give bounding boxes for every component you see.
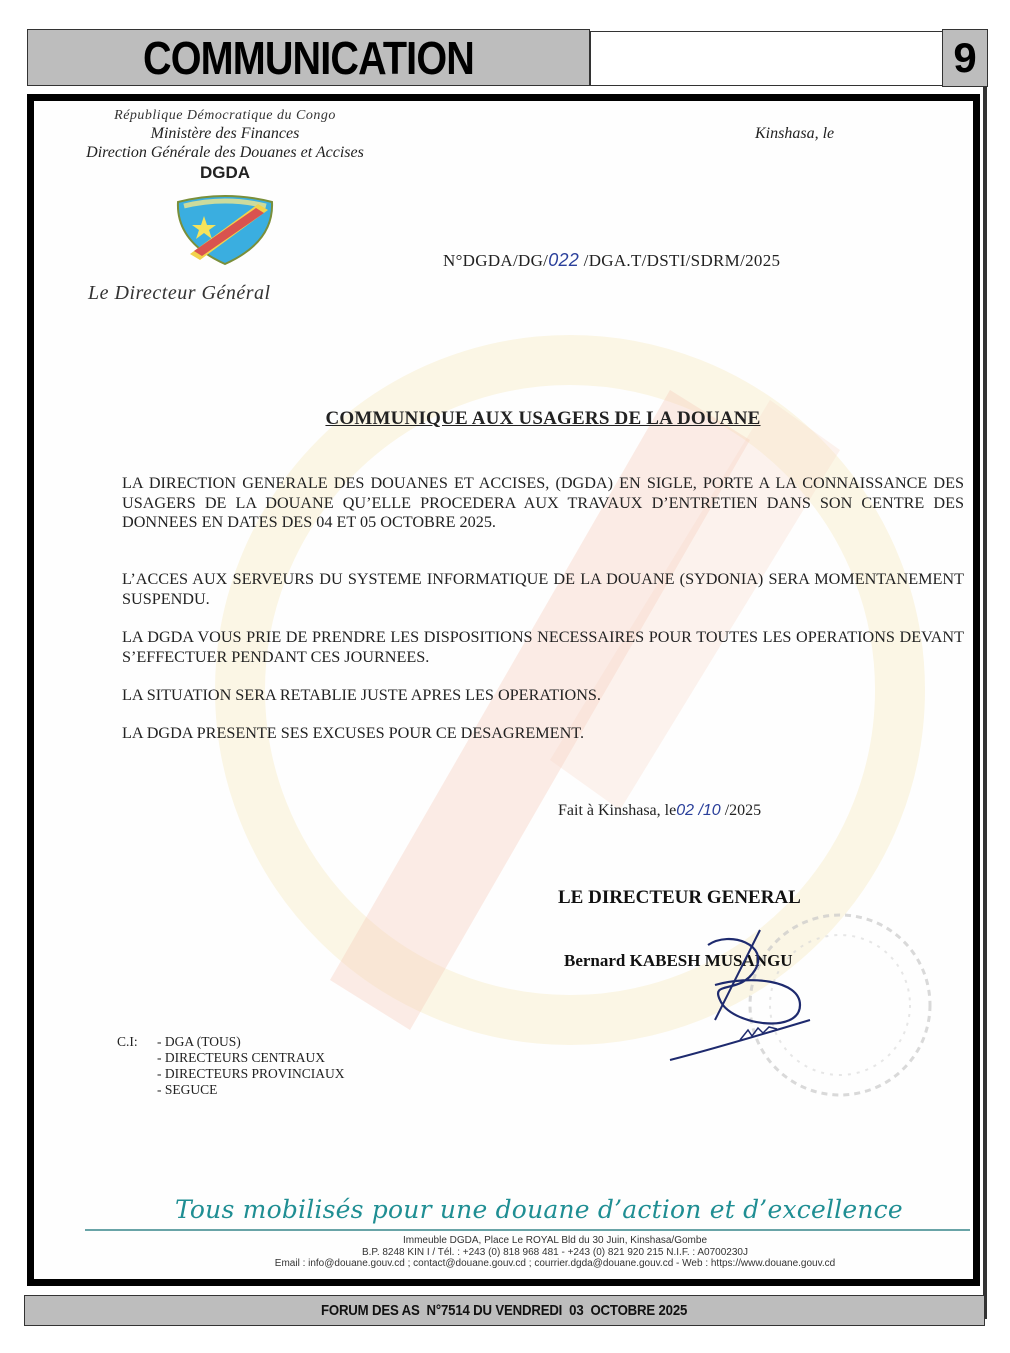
handwritten-day: 02 xyxy=(676,802,694,819)
signatory-name: Bernard KABESH MUSANGU xyxy=(564,951,793,970)
copy-list-item: - DGA (TOUS) xyxy=(157,1034,241,1049)
communique-paragraph: LA DIRECTION GENERALE DES DOUANES ET ACCISES, (DGDA) EN SIGLE, PORTE A LA CONNAISSANCE DES USAGERS DE LA DOUANE QU’ELLE PROCEDERA AUX TRAVAUX D’ENTRETIEN DANS SON CENTRE DES DONNEES EN DATES DES 04 ET 05 OCTOBRE 2025. xyxy=(122,474,964,531)
copy-list xyxy=(117,1034,345,1098)
agency-acronym: DGDA xyxy=(199,163,251,182)
page-number: 9 xyxy=(942,29,988,87)
reference-handwritten-number: 022 xyxy=(548,250,580,270)
communique-title: COMMUNIQUE AUX USAGERS DE LA DOUANE xyxy=(325,408,761,429)
director-general-office: Le Directeur Général xyxy=(88,282,271,304)
address-line: B.P. 8248 KIN I / Tél. : +243 (0) 818 968 481 - +243 (0) 821 920 215 N.I.F. : A0700230J xyxy=(361,1246,748,1258)
signatory-title: LE DIRECTEUR GENERAL xyxy=(558,887,801,908)
page-edge-shadow xyxy=(983,87,987,1319)
address-line: Immeuble DGDA, Place Le ROYAL Bld du 30 Juin, Kinshasa/Gombe xyxy=(402,1235,708,1246)
publication-footer-text: FORUM DES AS N°7514 DU VENDREDI 03 OCTOBRE 2025 xyxy=(321,1302,688,1319)
dgda-emblem-icon xyxy=(170,194,280,266)
handwritten-signature-icon xyxy=(660,925,830,1065)
header-blank-box xyxy=(590,31,943,86)
address-line: Email : info@douane.gouv.cd ; contact@douane.gouv.cd ; courrier.dgda@douane.gouv.cd - Web : https://www.douane.gouv.cd xyxy=(274,1258,836,1269)
copy-list-label: C.I: xyxy=(117,1034,138,1049)
communique-paragraph: LA SITUATION SERA RETABLIE JUSTE APRES LES OPERATIONS. xyxy=(122,686,601,704)
fait-prefix: Fait à Kinshasa, le xyxy=(558,802,677,819)
agency-slogan: Tous mobilisés pour une douane d’action et d’excellence xyxy=(175,1195,903,1224)
communique-paragraph: LA DGDA VOUS PRIE DE PRENDRE LES DISPOSITIONS NECESSAIRES POUR TOUTES LES OPERATIONS DEVANT S’EFFECTUER PENDANT CES JOURNEES. xyxy=(122,628,964,666)
handwritten-month: 10 xyxy=(702,802,721,819)
letterhead xyxy=(30,108,420,183)
copy-list-item: - DIRECTEURS PROVINCIAUX xyxy=(157,1066,345,1081)
place-date-header: Kinshasa, le xyxy=(755,125,835,142)
section-title: COMMUNICATION xyxy=(143,31,474,84)
date-year: /2025 xyxy=(720,802,762,819)
copy-list-item: - DIRECTEURS CENTRAUX xyxy=(157,1050,325,1065)
publication-footer xyxy=(24,1295,985,1326)
direction-name: Direction Générale des Douanes et Accises xyxy=(86,144,364,161)
republic-name: République Démocratique du Congo xyxy=(114,108,336,123)
ministry-name: Ministère des Finances xyxy=(150,125,300,142)
reference-suffix: /DGA.T/DSTI/SDRM/2025 xyxy=(579,251,781,270)
copy-list-item: - SEGUCE xyxy=(157,1082,218,1097)
communique-paragraph: L’ACCES AUX SERVEURS DU SYSTEME INFORMATIQUE DE LA DOUANE (SYDONIA) SERA MOMENTANEMENT SUSPENDU. xyxy=(122,570,964,608)
communique-paragraph: LA DGDA PRESENTE SES EXCUSES POUR CE DESAGREMENT. xyxy=(122,724,584,742)
footer-divider xyxy=(85,1229,970,1231)
issue-place-date: Fait à Kinshasa, le02 /10 /2025 xyxy=(558,802,762,819)
reference-prefix: N°DGDA/DG/ xyxy=(443,251,549,270)
reference-number xyxy=(443,250,780,271)
agency-address xyxy=(130,1235,980,1270)
